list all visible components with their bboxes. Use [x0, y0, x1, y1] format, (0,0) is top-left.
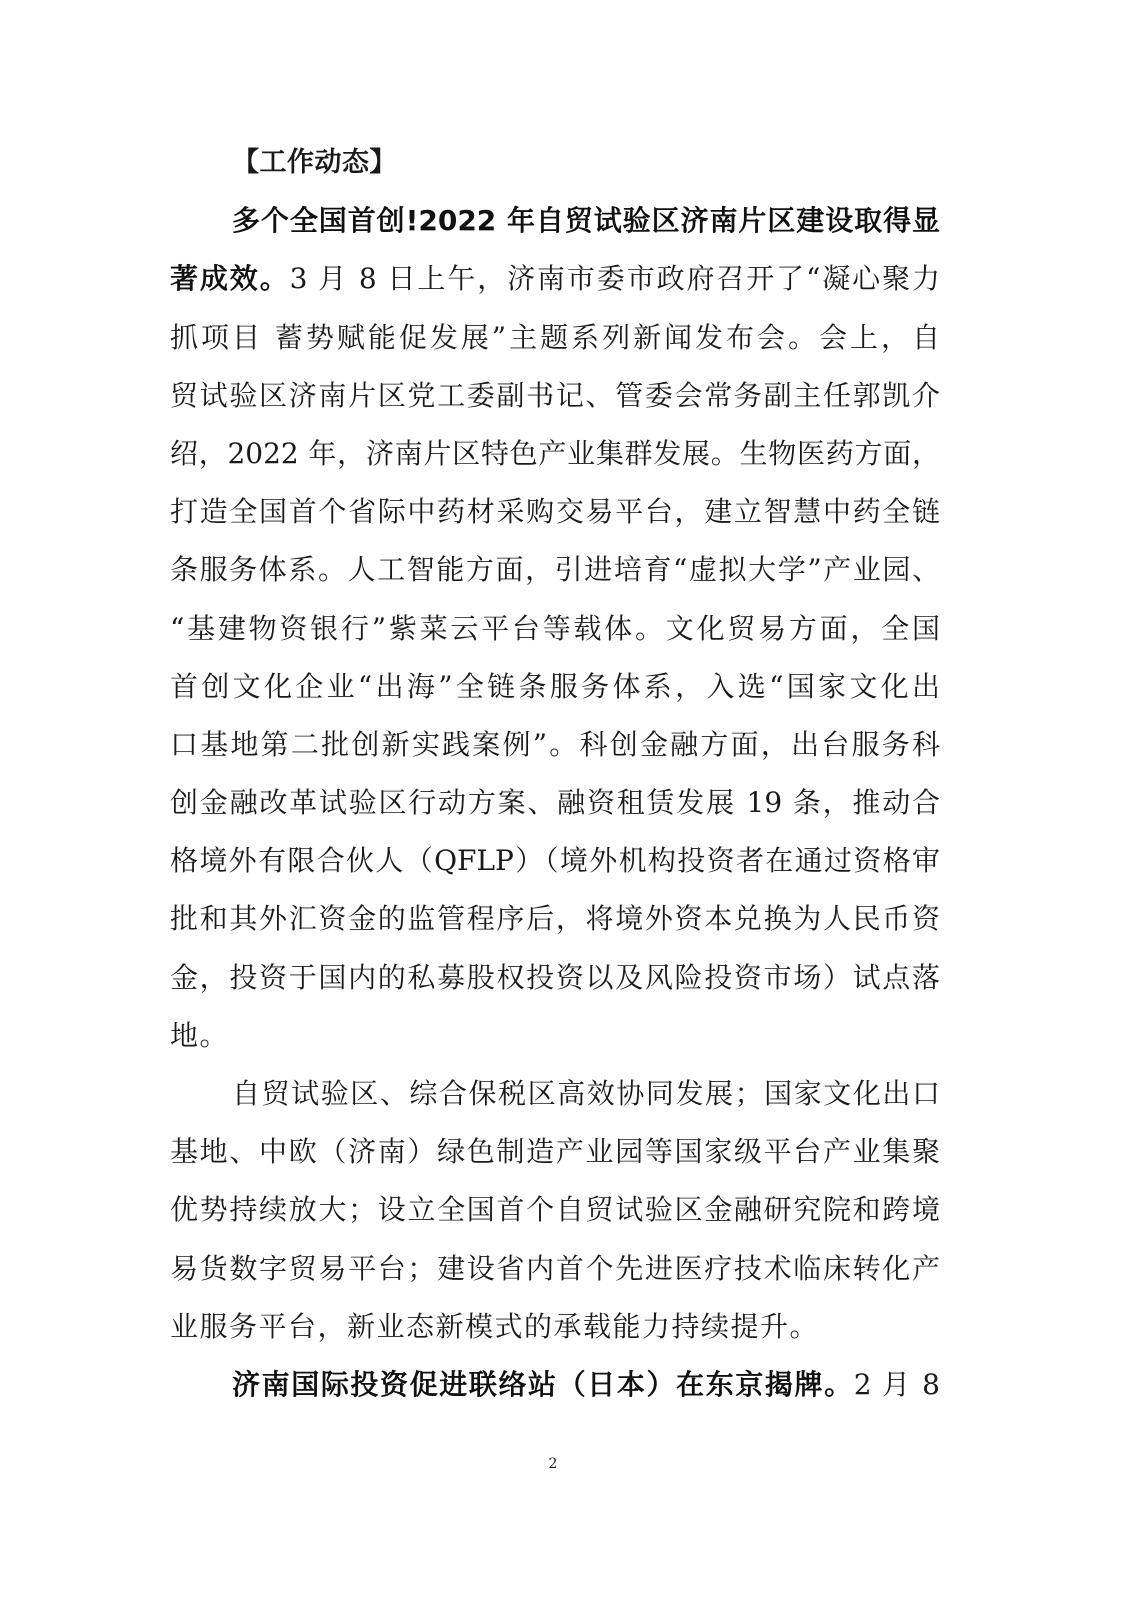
text-line: 绍，2022 年，济南片区特色产业集群发展。生物医药方面，	[170, 436, 940, 470]
page-number: 2	[548, 1456, 558, 1472]
body-text: 2 月 8	[853, 1367, 940, 1401]
text-line: 金，投资于国内的私募股权投资以及风险投资市场）试点落	[170, 960, 940, 994]
text-line: 创金融改革试验区行动方案、融资租赁发展 19 条，推动合	[170, 786, 940, 820]
text-line: 打造全国首个省际中药材采购交易平台，建立智慧中药全链	[170, 495, 940, 529]
text-line: 口基地第二批创新实践案例”。科创金融方面，出台服务科	[170, 727, 940, 761]
text-line: 地。	[170, 1018, 230, 1052]
section-heading: 【工作动态】	[232, 147, 397, 178]
text-line: 贸试验区济南片区党工委副书记、管委会常务副主任郭凯介	[170, 378, 940, 412]
text-line: “基建物资银行”紫菜云平台等载体。文化贸易方面，全国	[170, 611, 940, 645]
text-line	[170, 250, 940, 308]
news-headline-text: 济南国际投资促进联络站（日本）在东京揭牌。	[232, 1367, 854, 1401]
text-line: 批和其外汇资金的监管程序后，将境外资本兑换为人民币资	[170, 902, 940, 936]
text-line: 优势持续放大；设立全国首个自贸试验区金融研究院和跨境	[170, 1193, 940, 1227]
text-line: 条服务体系。人工智能方面，引进培育“虚拟大学”产业园、	[170, 553, 940, 587]
document-body	[170, 134, 940, 1414]
text-line: 首创文化企业“出海”全链条服务体系，入选“国家文化出	[170, 669, 940, 703]
text-line: 抓项目 蓄势赋能促发展”主题系列新闻发布会。会上，自	[170, 320, 940, 354]
text-line: 基地、中欧（济南）绿色制造产业园等国家级平台产业集聚	[170, 1135, 940, 1169]
text-line: 业服务平台，新业态新模式的承载能力持续提升。	[170, 1309, 820, 1343]
news-headline-text: 多个全国首创!2022 年自贸试验区济南片区建设取得显	[232, 204, 940, 238]
news-headline-line	[170, 192, 940, 250]
text-line: 格境外有限合伙人（QFLP）（境外机构投资者在通过资格审	[170, 844, 940, 878]
news-headline-text: 著成效。	[170, 262, 290, 296]
body-text: 3 月 8 日上午，济南市委市政府召开了“凝心聚力	[289, 262, 940, 296]
text-line: 自贸试验区、综合保税区高效协同发展；国家文化出口	[232, 1077, 940, 1110]
text-line	[170, 1356, 940, 1414]
text-line: 易货数字贸易平台；建设省内首个先进医疗技术临床转化产	[170, 1251, 940, 1285]
